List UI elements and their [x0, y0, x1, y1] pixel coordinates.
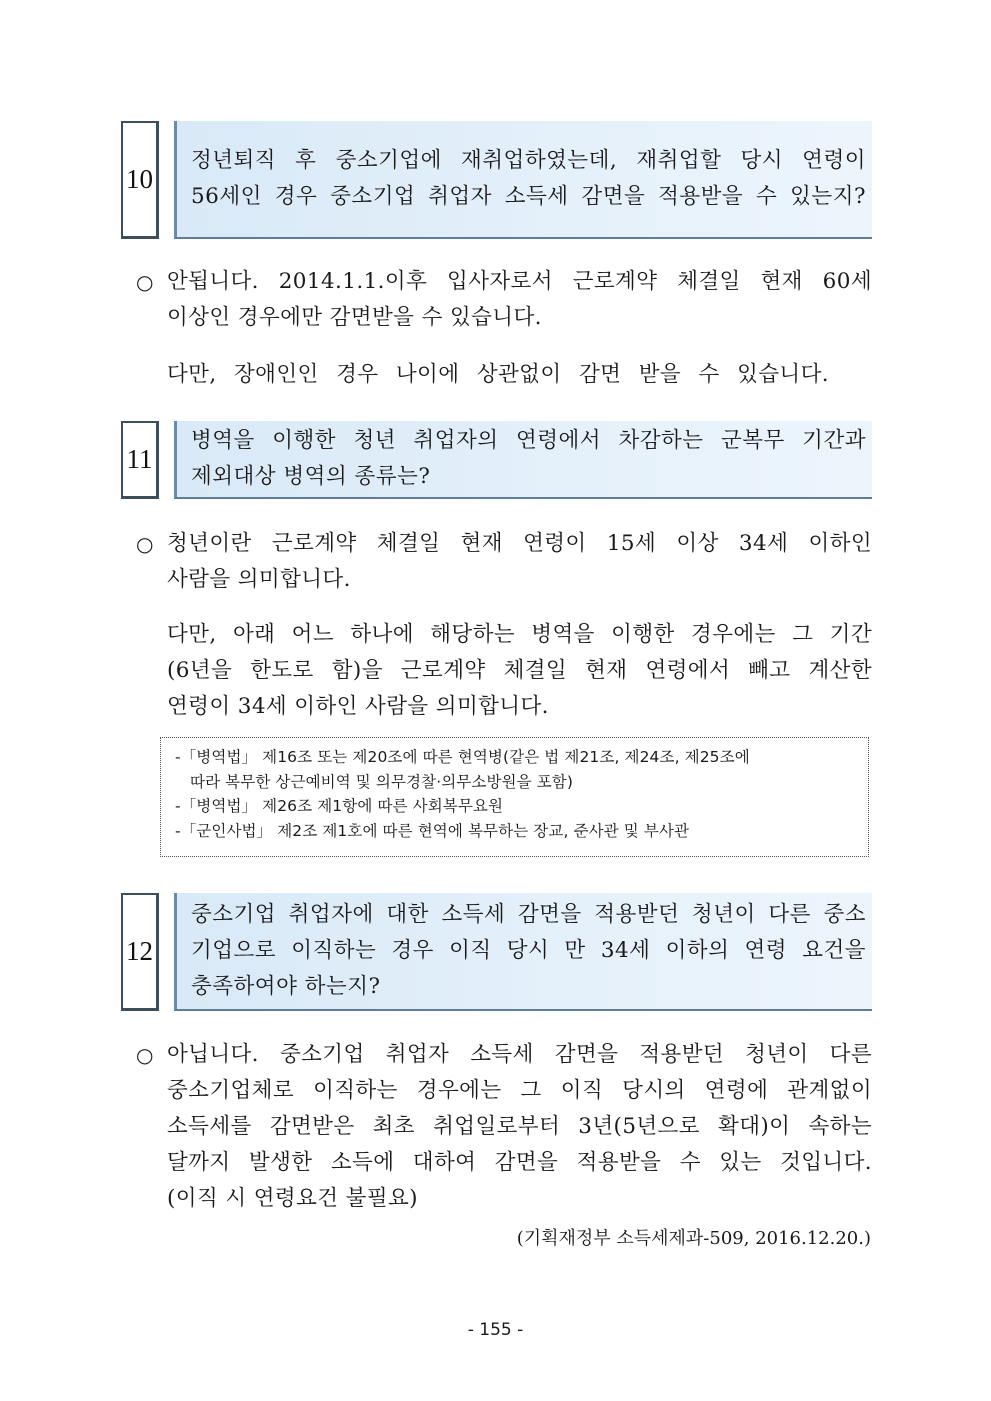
answer-line: 다만, 장애인인 경우 나이에 상관없이 감면 받을 수 있습니다. — [167, 362, 829, 387]
answer-11-extra — [167, 617, 872, 725]
answer-line: (6년을 한도로 함)을 근로계약 체결일 현재 연령에서 빼고 계산한 — [167, 658, 872, 683]
answer-line: 청년이란 근로계약 체결일 현재 연령이 15세 이상 34세 이하인 — [167, 531, 872, 556]
page-number: - 155 - — [467, 1320, 524, 1340]
note-line: -「군인사법」 제2조 제1호에 따른 현역에 복무하는 장교, 준사관 및 부사관 — [175, 821, 690, 840]
note-line: 따라 복무한 상근예비역 및 의무경찰·의무소방원을 포함) — [190, 772, 573, 791]
answer-12-text — [167, 1037, 872, 1217]
answer-line: (이직 시 연령요건 불필요) — [167, 1186, 418, 1211]
answer-line: 중소기업체로 이직하는 경우에는 그 이직 당시의 연령에 관계없이 — [167, 1078, 872, 1103]
question-line: 56세인 경우 중소기업 취업자 소득세 감면을 적용받을 수 있는지? — [191, 184, 866, 209]
question-line: 기업으로 이직하는 경우 이직 당시 만 34세 이하의 연령 요건을 — [191, 938, 866, 963]
circle-bullet-icon: ○ — [136, 532, 154, 556]
answer-line: 이상인 경우에만 감면받을 수 있습니다. — [167, 305, 542, 330]
question-number-12: 12 — [121, 893, 159, 1011]
answer-11-text — [167, 526, 872, 598]
question-box-12 — [174, 893, 872, 1011]
circle-bullet-icon: ○ — [136, 1043, 154, 1067]
question-line: 제외대상 병역의 종류는? — [191, 464, 431, 489]
answer-line: 안됩니다. 2014.1.1.이후 입사자로서 근로계약 체결일 현재 60세 — [167, 269, 872, 294]
answer-line: 달까지 발생한 소득에 대하여 감면을 적용받을 수 있는 것입니다. — [167, 1150, 872, 1175]
question-line: 정년퇴직 후 중소기업에 재취업하였는데, 재취업할 당시 연령이 — [191, 148, 866, 173]
question-box-11 — [174, 421, 872, 499]
answer-line: 사람을 의미합니다. — [167, 567, 351, 592]
answer-10-extra — [167, 357, 872, 393]
question-line: 충족하여야 하는지? — [191, 974, 381, 999]
question-line: 병역을 이행한 청년 취업자의 연령에서 차감하는 군복무 기간과 — [191, 428, 866, 453]
source-citation: (기획재정부 소득세제과-509, 2016.12.20.) — [516, 1228, 871, 1249]
question-box-10 — [174, 121, 872, 239]
note-line: -「병역법」 제16조 또는 제20조에 따른 현역병(같은 법 제21조, 제24조, 제25조에 — [175, 748, 750, 766]
question-number-11: 11 — [121, 421, 159, 499]
note-line: -「병역법」 제26조 제1항에 따른 사회복무요원 — [175, 797, 504, 815]
answer-line: 연령이 34세 이하인 사람을 의미합니다. — [167, 694, 549, 719]
circle-bullet-icon: ○ — [136, 270, 154, 294]
answer-line: 다만, 아래 어느 하나에 해당하는 병역을 이행한 경우에는 그 기간 — [167, 622, 872, 647]
question-line: 중소기업 취업자에 대한 소득세 감면을 적용받던 청년이 다른 중소 — [191, 902, 866, 927]
answer-line: 아닙니다. 중소기업 취업자 소득세 감면을 적용받던 청년이 다른 — [167, 1042, 872, 1067]
answer-line: 소득세를 감면받은 최초 취업일로부터 3년(5년으로 확대)이 속하는 — [167, 1114, 872, 1139]
question-number-10: 10 — [121, 121, 159, 239]
notes-box — [160, 737, 869, 857]
answer-10-text — [167, 264, 872, 336]
